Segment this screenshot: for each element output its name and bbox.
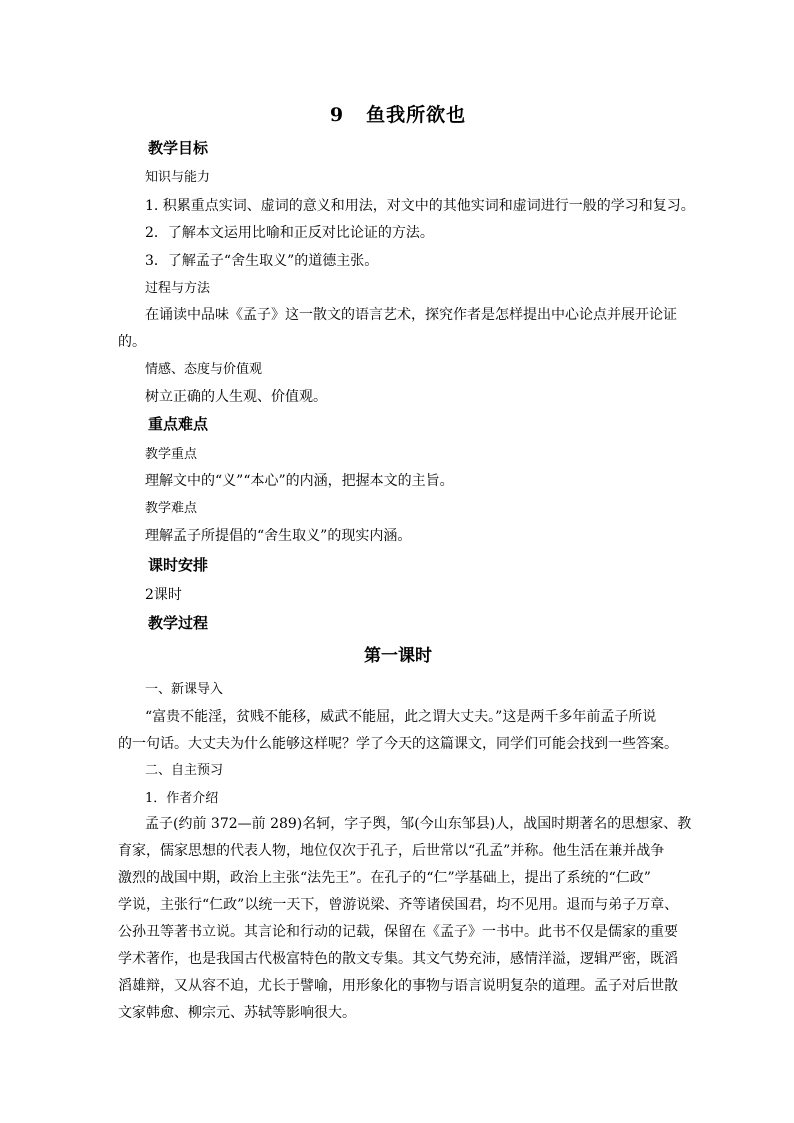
author-line-2: 育家，儒家思想的代表人物，地位仅次于孔子，后世常以“孔孟”并称。他生活在兼并战争 bbox=[118, 843, 665, 859]
emotion-text: 树立正确的人生观、价值观。 bbox=[145, 389, 327, 405]
keypoints-heading: 重点难点 bbox=[148, 415, 209, 433]
lesson-title-text: 鱼我所欲也 bbox=[366, 104, 467, 126]
focus-heading: 教学重点 bbox=[145, 447, 198, 462]
schedule-heading: 课时安排 bbox=[148, 556, 209, 574]
author-line-8: 文家韩愈、柳宗元、苏轼等影响很大。 bbox=[118, 1005, 356, 1021]
process-text-line-2: 的。 bbox=[118, 334, 146, 350]
preview-heading: 二、自主预习 bbox=[145, 763, 224, 778]
focus-text: 理解文中的“义”“本心”的内涵，把握本文的主旨。 bbox=[145, 473, 454, 489]
author-line-6: 学术著作，也是我国古代极富特色的散文专集。其文气势充沛，感情洋溢，逻辑严密，既滔 bbox=[118, 951, 678, 967]
author-heading: 1．作者介绍 bbox=[145, 791, 219, 806]
lesson1-heading: 第一课时 bbox=[364, 646, 432, 666]
author-line-3: 激烈的战国中期，政治上主张“法先王”。在孔子的“仁”学基础上，提出了系统的“仁政” bbox=[118, 870, 651, 886]
difficulty-heading: 教学难点 bbox=[145, 501, 198, 516]
lesson-title bbox=[118, 100, 678, 127]
author-line-7: 滔雄辩，又从容不迫，尤长于譬喻，用形象化的事物与语言说明复杂的道理。孟子对后世散 bbox=[118, 978, 678, 994]
difficulty-text: 理解孟子所提倡的“舍生取义”的现实内涵。 bbox=[145, 528, 412, 544]
knowledge-heading: 知识与能力 bbox=[145, 170, 211, 185]
knowledge-item-1: 1. 积累重点实词、虚词的意义和用法，对文中的其他实词和虚词进行一般的学习和复习。 bbox=[145, 198, 695, 214]
intro-heading: 一、新课导入 bbox=[145, 682, 224, 697]
schedule-text: 2课时 bbox=[145, 587, 182, 603]
lesson-number: 9 bbox=[329, 104, 345, 126]
knowledge-item-2: 2．了解本文运用比喻和正反对比论证的方法。 bbox=[145, 225, 434, 241]
author-line-1: 孟子(约前 372—前 289)名轲，字子舆，邹(今山东邹县)人，战国时期著名的思想家、教 bbox=[145, 816, 692, 832]
process-text-line-1: 在诵读中品味《孟子》这一散文的语言艺术，探究作者是怎样提出中心论点并展开论证 bbox=[145, 307, 677, 323]
objectives-heading: 教学目标 bbox=[148, 139, 209, 157]
emotion-heading: 情感、态度与价值观 bbox=[145, 362, 263, 377]
teaching-process-heading: 教学过程 bbox=[148, 614, 209, 632]
knowledge-item-3: 3．了解孟子“舍生取义”的道德主张。 bbox=[145, 253, 379, 269]
intro-text-line-2: 的一句话。大丈夫为什么能够这样呢？学了今天的这篇课文，同学们可能会找到一些答案。 bbox=[118, 736, 678, 752]
author-line-4: 学说，主张行“仁政”以统一天下，曾游说梁、齐等诸侯国君，均不见用。退而与弟子万章、 bbox=[118, 897, 679, 913]
intro-text-line-1: “富贵不能淫，贫贱不能移，威武不能屈，此之谓大丈夫。”这是两千多年前孟子所说 bbox=[145, 709, 657, 725]
author-line-5: 公孙丑等著书立说。其言论和行动的记载，保留在《孟子》一书中。此书不仅是儒家的重要 bbox=[118, 924, 678, 940]
process-heading: 过程与方法 bbox=[145, 281, 211, 296]
